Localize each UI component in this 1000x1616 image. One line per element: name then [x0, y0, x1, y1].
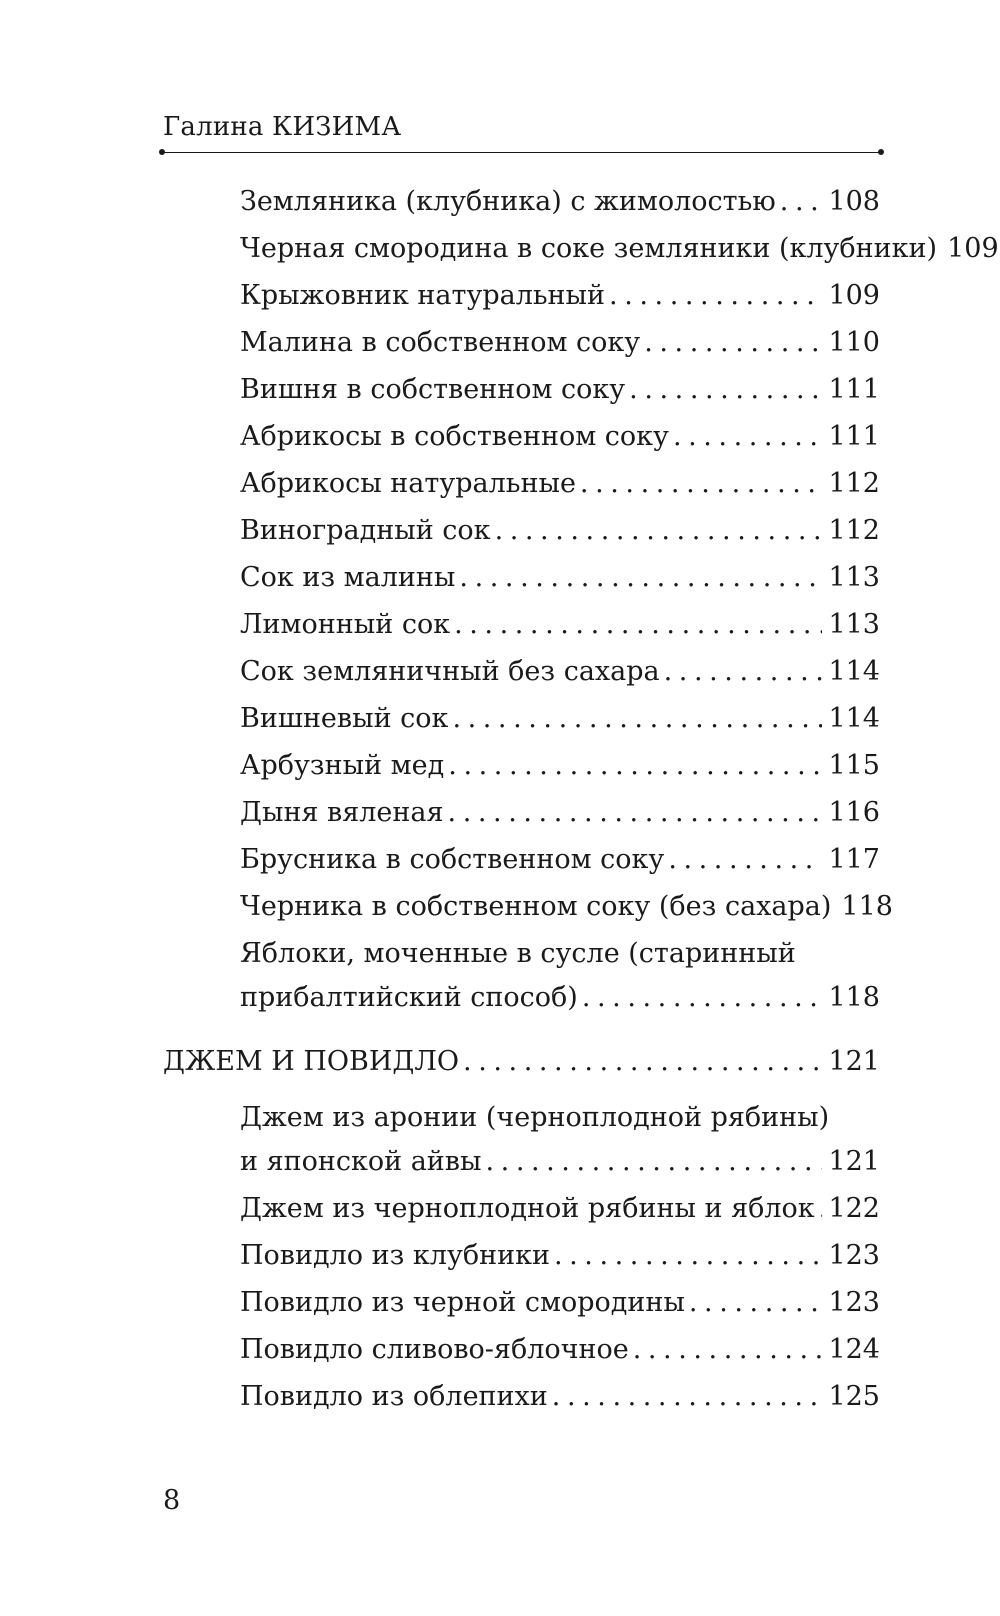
- rule-dot-right: [878, 149, 884, 155]
- toc-entry-title-line1[interactable]: Джем из аронии (черноплодной рябины): [240, 1102, 830, 1133]
- dot-leader: [582, 980, 823, 1016]
- toc-entry-title: Абрикосы в собственном соку: [240, 421, 669, 452]
- toc-entry-page: 110: [828, 327, 880, 358]
- dot-leader: [580, 466, 823, 502]
- toc-entry-page: 116: [828, 797, 880, 828]
- toc-entry-title: Арбузный мед: [240, 750, 445, 781]
- toc-entry-title: Черная смородина в соке земляники (клубники): [240, 233, 938, 264]
- toc-section-page: 121: [828, 1046, 880, 1077]
- toc-entry[interactable]: [240, 419, 880, 455]
- running-head-author: Галина КИЗИМА: [163, 112, 402, 142]
- toc-entry-page: 118: [841, 891, 893, 922]
- toc-entry-title: Лимонный сок: [240, 609, 451, 640]
- toc-entry-title: Земляника (клубника) с жимолостью: [240, 186, 776, 217]
- toc-entry-title: Повидло сливово-яблочное: [240, 1334, 629, 1365]
- header-rule: [163, 152, 880, 153]
- dot-leader: [780, 184, 823, 220]
- toc-entry-title: Джем из черноплодной рябины и яблок: [240, 1193, 815, 1224]
- toc-entry-page: 108: [828, 186, 880, 217]
- toc-entry[interactable]: [240, 278, 880, 314]
- dot-leader: [668, 842, 822, 878]
- toc-entry-page: 123: [828, 1287, 880, 1318]
- toc-entry-title: Дыня вяленая: [240, 797, 444, 828]
- dot-leader: [459, 560, 822, 596]
- toc-entry-title: Черника в собственном соку (без сахара): [240, 891, 832, 922]
- rule-dot-left: [159, 149, 165, 155]
- toc-entry-page: 123: [828, 1240, 880, 1271]
- toc-entry-title: Брусника в собственном соку: [240, 844, 665, 875]
- dot-leader: [664, 654, 823, 690]
- page-number: 8: [163, 1485, 181, 1516]
- toc-entry[interactable]: [240, 1379, 880, 1415]
- toc-entry-page: 111: [828, 374, 880, 405]
- toc-entry[interactable]: [240, 325, 880, 361]
- toc-entry[interactable]: [240, 466, 880, 502]
- toc-entry-page: 113: [828, 609, 880, 640]
- toc-entry-page: 114: [828, 656, 880, 687]
- toc-entry[interactable]: [240, 795, 880, 831]
- dot-leader: [689, 1285, 823, 1321]
- toc-entry-title: Повидло из клубники: [240, 1240, 550, 1271]
- toc-entry-title: Повидло из черной смородины: [240, 1287, 685, 1318]
- toc-entry-page: 117: [828, 844, 880, 875]
- toc-entry-title-line2: прибалтийский способ): [240, 982, 578, 1013]
- toc-entry-page: 118: [828, 982, 880, 1013]
- toc-entry-page: 115: [828, 750, 880, 781]
- toc-entry-page: 109: [828, 280, 880, 311]
- toc-section-title: ДЖЕМ И ПОВИДЛО: [163, 1046, 460, 1077]
- dot-leader: [448, 748, 822, 784]
- toc-entry-title: Вишня в собственном соку: [240, 374, 626, 405]
- toc-entry[interactable]: [240, 980, 880, 1016]
- toc-entry[interactable]: [240, 1191, 880, 1227]
- toc-entry-title: Повидло из облепихи: [240, 1381, 548, 1412]
- dot-leader: [463, 1044, 822, 1080]
- dot-leader: [644, 325, 822, 361]
- toc-entry[interactable]: [240, 842, 880, 878]
- toc-entry[interactable]: [240, 654, 880, 690]
- toc-entry-page: 112: [828, 468, 880, 499]
- toc-entry[interactable]: [240, 372, 880, 408]
- toc-entry[interactable]: [240, 560, 880, 596]
- toc-entry[interactable]: [240, 231, 999, 267]
- dot-leader: [454, 607, 822, 643]
- toc-entry[interactable]: [240, 1285, 880, 1321]
- dot-leader: [552, 1379, 823, 1415]
- toc-entry-title-line1[interactable]: Яблоки, моченные в сусле (старинный: [240, 938, 796, 969]
- toc-entry-page: 109: [947, 233, 999, 264]
- toc-entry[interactable]: [240, 607, 880, 643]
- toc-entry-title: Абрикосы натуральные: [240, 468, 576, 499]
- dot-leader: [673, 419, 823, 455]
- toc-entry-title: Крыжовник натуральный: [240, 280, 606, 311]
- toc-entry[interactable]: [240, 1238, 880, 1274]
- dot-leader: [448, 795, 823, 831]
- toc-entry-page: 122: [828, 1193, 880, 1224]
- toc-entry-page: 121: [828, 1146, 880, 1177]
- toc-entry[interactable]: [240, 513, 880, 549]
- toc-entry[interactable]: [240, 748, 880, 784]
- toc-section-heading[interactable]: [163, 1044, 880, 1080]
- toc-entry-page: 114: [828, 703, 880, 734]
- dot-leader: [629, 372, 822, 408]
- dot-leader: [452, 701, 822, 737]
- toc-entry[interactable]: [240, 184, 880, 220]
- toc-entry-page: 111: [828, 421, 880, 452]
- toc-entry-title: Сок из малины: [240, 562, 456, 593]
- dot-leader: [485, 1144, 822, 1180]
- toc-entry[interactable]: [240, 1332, 880, 1368]
- toc-entry-page: 113: [828, 562, 880, 593]
- toc-entry-page: 124: [828, 1334, 880, 1365]
- dot-leader: [819, 1191, 823, 1227]
- dot-leader: [554, 1238, 823, 1274]
- dot-leader: [609, 278, 822, 314]
- toc-entry-title: Малина в собственном соку: [240, 327, 641, 358]
- toc-entry[interactable]: [240, 1144, 880, 1180]
- toc-entry-title: Вишневый сок: [240, 703, 449, 734]
- toc-entry-title: Сок земляничный без сахара: [240, 656, 660, 687]
- dot-leader: [495, 513, 823, 549]
- toc-entry-page: 125: [828, 1381, 880, 1412]
- toc-entry[interactable]: [240, 889, 893, 925]
- dot-leader: [633, 1332, 823, 1368]
- toc-entry-title-line2: и японской айвы: [240, 1146, 482, 1177]
- toc-entry-title: Виноградный сок: [240, 515, 491, 546]
- toc-entry-page: 112: [828, 515, 880, 546]
- toc-entry[interactable]: [240, 701, 880, 737]
